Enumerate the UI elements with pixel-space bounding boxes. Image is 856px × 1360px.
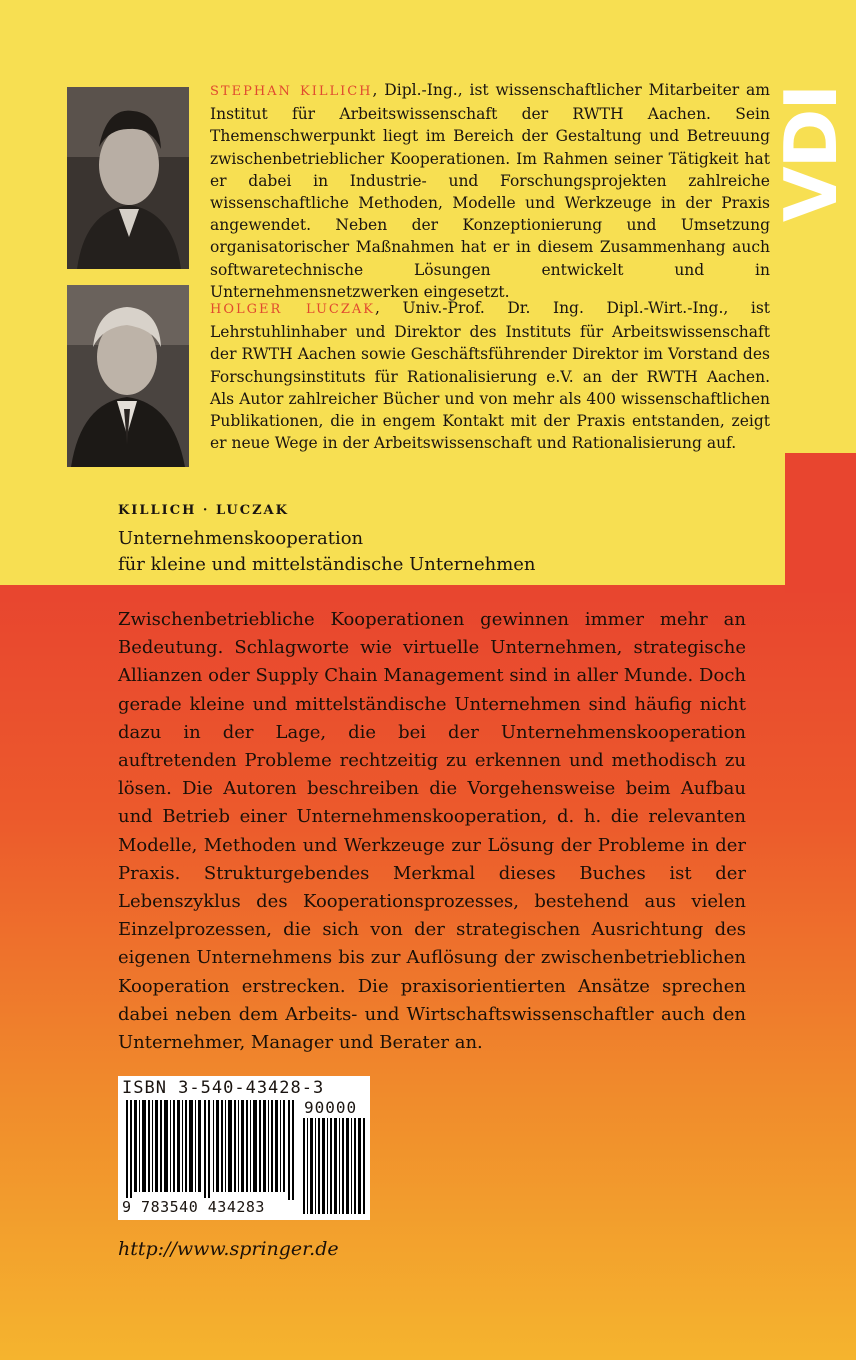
author-bio-text-killich: , Dipl.-Ing., ist wissenschaftlicher Mitarbeiter am Institut für Arbeitswissenschaft der RWTH Aachen. Sein Themenschwerpunkt liegt im Bereich der Gestaltung und Betreuung zwischenbetrieblicher Kooperationen. Im Rahmen seiner Tätigkeit hat er dabei in Industrie- und Forschungsprojekten zahlreiche wissenschaftliche Methoden, Modelle und Werkzeuge in der Praxis angewendet. Neben der Konzeptionierung und Umsetzung organisatorischer Maßnahmen hat er in diesem Zusammenhang auch softwaretechnische Lösungen entwickelt und in Unternehmensnetzwerken eingesetzt. (210, 81, 770, 301)
author-photo-killich (67, 87, 189, 269)
price-addon-bars (302, 1118, 366, 1214)
book-authors-line: KILLICH · LUCZAK (118, 503, 289, 518)
barcode-box (118, 1076, 370, 1220)
ean-barcode-bars (124, 1100, 296, 1200)
author-name-killich: STEPHAN KILLICH (210, 84, 373, 99)
book-description: Zwischenbetriebliche Kooperationen gewinnen immer mehr an Bedeutung. Schlagworte wie virtuelle Unternehmen, strategische Allianzen oder Supply Chain Management sind in aller Munde. Doch gerade kleine und mittelständische Unternehmen sind häufig nicht dazu in der Lage, die bei der Unternehmenskooperation auftretenden Probleme rechtzeitig zu erkennen und methodisch zu lösen. Die Autoren beschreiben die Vorgehensweise beim Aufbau und Betrieb einer Unternehmenskooperation, d. h. die relevanten Modelle, Methoden und Werkzeuge zur Lösung der Probleme in der Praxis. Strukturgebendes Merkmal dieses Buches ist der Lebenszyklus des Kooperationsprozesses, bestehend aus vielen Einzelprozessen, die sich von der strategischen Ausrichtung des eigenen Unternehmens bis zur Auflösung der zwischenbetrieblichen Kooperation erstrecken. Die praxisorientierten Ansätze sprechen dabei neben dem Arbeits- und Wirtschaftswissenschaftler auch den Unternehmer, Manager und Berater an. (118, 609, 746, 1054)
author-bio-killich (210, 79, 770, 303)
author-bio-luczak (210, 297, 770, 454)
book-title-line-1: Unternehmenskooperation (118, 528, 364, 549)
red-edge-tab (785, 453, 856, 593)
author-bio-text-luczak: , Univ.-Prof. Dr. Ing. Dipl.-Wirt.-Ing., ist Lehrstuhlinhaber und Direktor des Instituts für Arbeitswissenschaft der RWTH Aachen sowie Geschäftsführender Direktor im Vorstand des Forschungsinstituts für Rationalisierung e.V. an der RWTH Aachen. Als Autor zahlreicher Bücher und von mehr als 400 wissenschaftlichen Publikationen, die in engem Kontakt mit der Praxis entstanden, zeigt er neue Wege in der Arbeitswissenschaft und Rationalisierung auf. (210, 299, 770, 453)
publisher-url[interactable]: http://www.springer.de (118, 1238, 339, 1260)
isbn-text: ISBN 3-540-43428-3 (122, 1078, 325, 1098)
price-code: 90000 (304, 1098, 358, 1117)
author-photo-luczak (67, 285, 189, 467)
author-name-luczak: HOLGER LUCZAK (210, 302, 375, 317)
ean-number: 9 783540 434283 (122, 1198, 265, 1216)
book-title-line-2: für kleine und mittelständische Unternehmen (118, 554, 536, 575)
vdi-logo-text: VDI (769, 85, 853, 223)
book-title (118, 526, 758, 578)
vdi-logo (769, 78, 853, 230)
